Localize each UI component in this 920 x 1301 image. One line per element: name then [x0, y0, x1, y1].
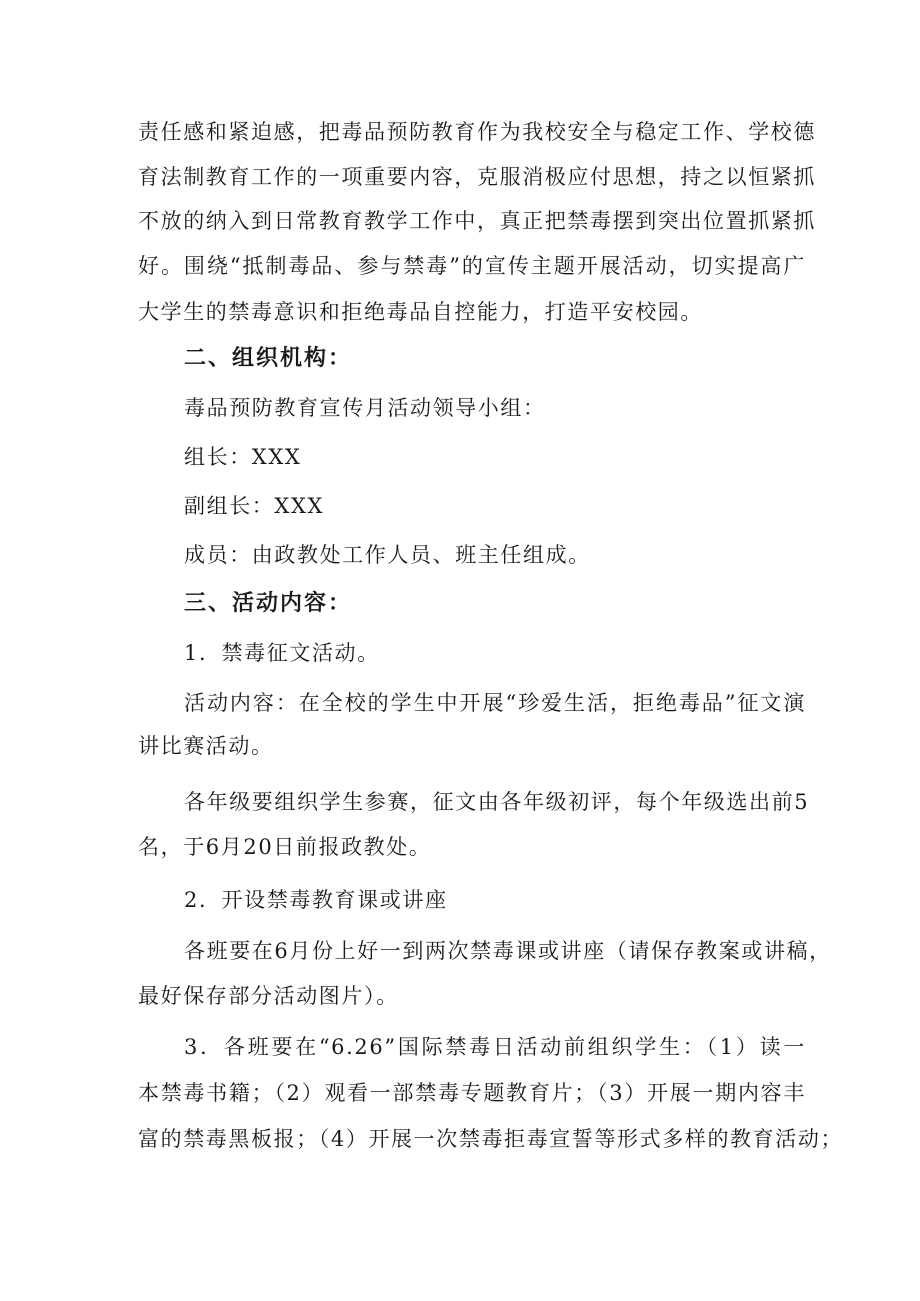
- item1-content-line-2: 讲比赛活动。: [138, 734, 274, 758]
- item2-content-line-2: 最好保存部分活动图片）。: [138, 984, 399, 1008]
- group-members: 成员：由政教处工作人员、班主任组成。: [184, 543, 591, 567]
- item3-content-line-3: 富的禁毒黑板报；（4）开展一次禁毒拒毒宣誓等形式多样的教育活动；: [138, 1127, 844, 1151]
- group-title: 毒品预防教育宣传月活动领导小组：: [184, 396, 546, 420]
- group-leader: 组长：XXX: [184, 445, 302, 469]
- section-heading-organization: 二、组织机构：: [184, 346, 353, 371]
- intro-line-4: 好。围绕“抵制毒品、参与禁毒”的宣传主题开展活动，切实提高广: [138, 254, 806, 278]
- intro-line-2: 育法制教育工作的一项重要内容，克服消极应付思想，持之以恒紧抓: [138, 165, 816, 189]
- item1-requirement-line-2: 名，于6月20日前报政教处。: [138, 835, 432, 859]
- item3-content-line-1: 3．各班要在“6.26”国际禁毒日活动前组织学生：（1）读一: [184, 1035, 806, 1059]
- item1-requirement-line-1: 各年级要组织学生参赛，征文由各年级初评，每个年级选出前5: [184, 790, 810, 814]
- intro-line-1: 责任感和紧迫感，把毒品预防教育作为我校安全与稳定工作、学校德: [138, 120, 816, 144]
- group-deputy-leader: 副组长：XXX: [184, 494, 325, 518]
- intro-line-3: 不放的纳入到日常教育教学工作中，真正把禁毒摆到突出位置抓紧抓: [138, 209, 816, 233]
- item1-content-line-1: 活动内容：在全校的学生中开展“珍爱生活，拒绝毒品”征文演: [184, 691, 806, 715]
- item2-title: 2．开设禁毒教育课或讲座: [184, 888, 448, 912]
- item2-content-line-1: 各班要在6月份上好一到两次禁毒课或讲座（请保存教案或讲稿，: [184, 939, 832, 963]
- section-heading-activities: 三、活动内容：: [184, 591, 353, 616]
- item1-title: 1．禁毒征文活动。: [184, 641, 380, 665]
- intro-line-5: 大学生的禁毒意识和拒绝毒品自控能力，打造平安校园。: [138, 300, 703, 324]
- item3-content-line-2: 本禁毒书籍；（2）观看一部禁毒专题教育片；（3）开展一期内容丰: [138, 1081, 806, 1105]
